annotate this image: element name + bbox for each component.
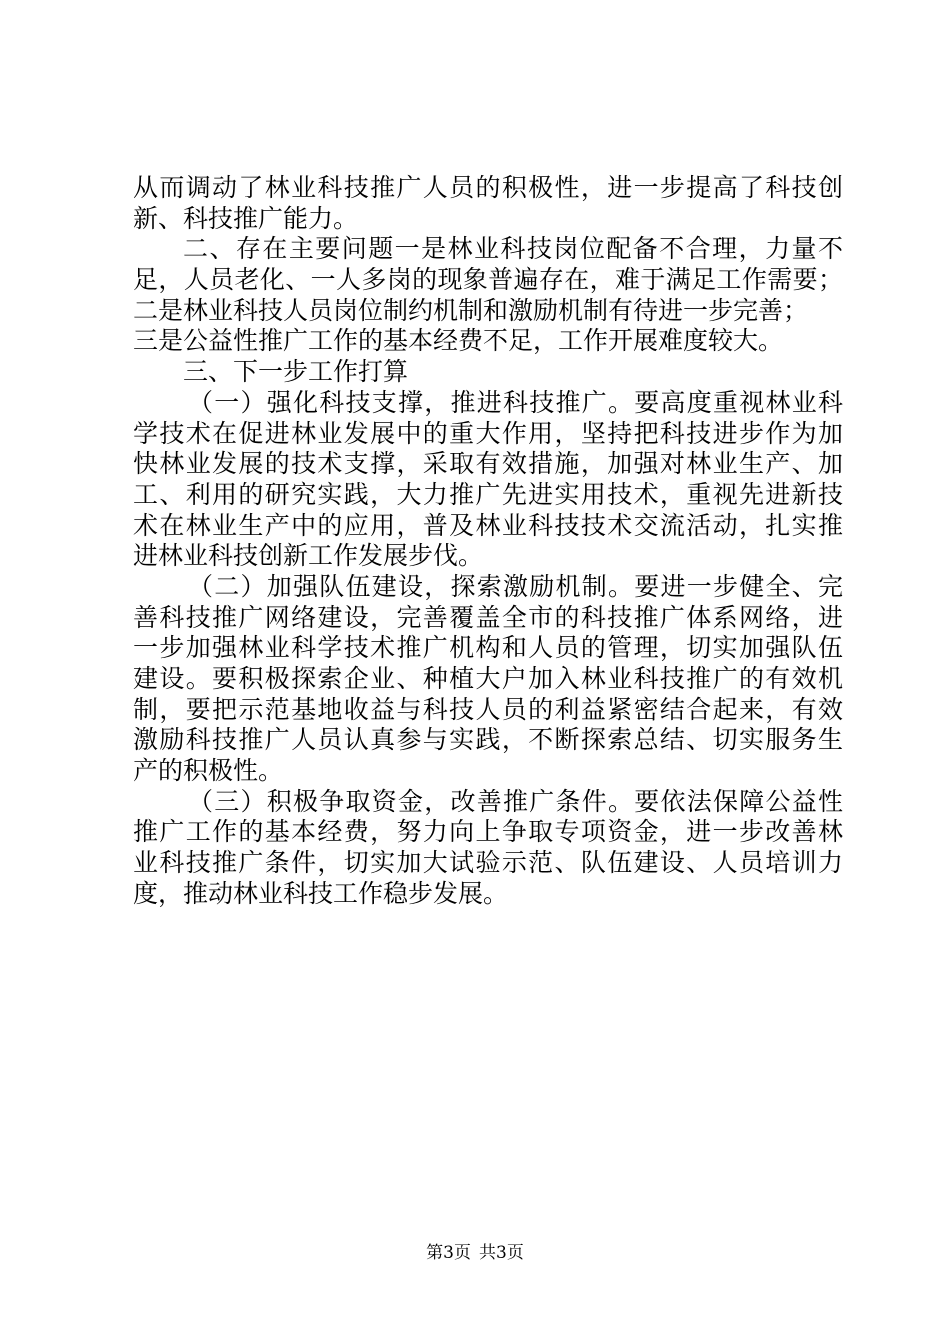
text-line: 三是公益性推广工作的基本经费不足，工作开展难度较大。 bbox=[133, 326, 784, 356]
section-heading: 二、存在主要问题一是林业科技岗位配备不合理，力量不 bbox=[183, 234, 843, 264]
subsection-heading: （二）加强队伍建设，探索激励机制。要进一步健全、完 bbox=[188, 571, 843, 601]
text-line: 制，要把示范基地收益与科技人员的利益紧密结合起来，有效 bbox=[133, 694, 843, 724]
text-line: 二是林业科技人员岗位制约机制和激励机制有待进一步完善； bbox=[133, 295, 809, 325]
subsection-heading: （三）积极争取资金，改善推广条件。要依法保障公益性 bbox=[188, 786, 843, 816]
text-line: 业科技推广条件，切实加大试验示范、队伍建设、人员培训力 bbox=[133, 848, 843, 878]
text-line: 学技术在促进林业发展中的重大作用，坚持把科技进步作为加 bbox=[133, 418, 843, 448]
text-line: 一步加强林业科学技术推广机构和人员的管理，切实加强队伍 bbox=[133, 633, 843, 663]
subsection-heading: （一）强化科技支撑，推进科技推广。要高度重视林业科 bbox=[188, 387, 843, 417]
text-line: 快林业发展的技术支撑，采取有效措施，加强对林业生产、加 bbox=[133, 449, 843, 479]
text-line: 建设。要积极探索企业、种植大户加入林业科技推广的有效机 bbox=[133, 664, 843, 693]
text-line: 进林业科技创新工作发展步伐。 bbox=[133, 541, 484, 571]
page-footer bbox=[0, 1242, 950, 1264]
text-line: 度，推动林业科技工作稳步发展。 bbox=[133, 878, 509, 908]
page-total: 共3页 bbox=[479, 1243, 524, 1263]
text-line: 新、科技推广能力。 bbox=[133, 203, 359, 233]
text-line: 术在林业生产中的应用，普及林业科技技术交流活动，扎实推 bbox=[133, 510, 843, 540]
text-line: 产的积极性。 bbox=[133, 756, 284, 786]
text-line: 工、利用的研究实践，大力推广先进实用技术，重视先进新技 bbox=[133, 479, 843, 509]
text-line: 激励科技推广人员认真参与实践，不断探索总结、切实服务生 bbox=[133, 725, 843, 755]
text-line: 推广工作的基本经费，努力向上争取专项资金，进一步改善林 bbox=[133, 817, 843, 847]
text-line: 善科技推广网络建设，完善覆盖全市的科技推广体系网络，进 bbox=[133, 602, 843, 632]
text-line: 足，人员老化、一人多岗的现象普遍存在，难于满足工作需要； bbox=[133, 265, 843, 295]
page-number: 第3页 bbox=[426, 1243, 471, 1263]
section-heading: 三、下一步工作打算 bbox=[183, 357, 409, 387]
document-body bbox=[133, 173, 843, 910]
text-line: 从而调动了林业科技推广人员的积极性，进一步提高了科技创 bbox=[133, 173, 843, 202]
